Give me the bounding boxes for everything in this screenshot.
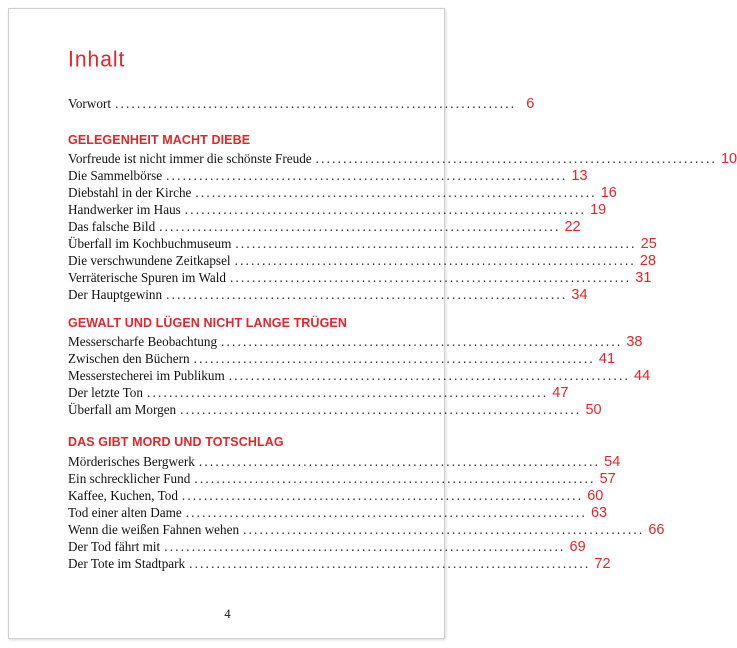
toc-entry-label: Das falsche Bild: [68, 219, 156, 234]
toc-entry-label: Der Hauptgewinn: [68, 287, 163, 302]
toc-entry-label: Der letzte Ton: [68, 385, 143, 400]
toc-entry-page: 34: [571, 287, 588, 303]
toc-entry-label: Die verschwundene Zeitkapsel: [68, 253, 231, 268]
toc-entry[interactable]: [68, 185, 617, 202]
toc-entry-page: 10: [720, 151, 737, 167]
leader-dots: .........................................................................: [195, 185, 597, 200]
toc-entry-page: 57: [599, 471, 616, 487]
leader-dots: .........................................................................: [114, 96, 517, 111]
toc-entry[interactable]: [68, 334, 643, 351]
leader-dots: .........................................................................: [221, 334, 623, 349]
toc-entry[interactable]: [68, 236, 657, 253]
leader-dots: .........................................................................: [180, 402, 582, 417]
section-heading-1: GELEGENHEIT MACHT DIEBE: [68, 133, 251, 147]
toc-entry-label: Vorwort: [68, 96, 111, 111]
toc-entry-page: 6: [526, 96, 535, 112]
leader-dots: .........................................................................: [194, 471, 596, 486]
toc-entry[interactable]: [68, 471, 616, 488]
toc-entry-page: 38: [626, 334, 643, 350]
leader-dots: .........................................................................: [234, 253, 636, 268]
leader-dots: .........................................................................: [228, 368, 631, 383]
toc-entry-page: 63: [590, 505, 608, 521]
toc-entry[interactable]: [68, 168, 588, 185]
toc-entry-vorwort[interactable]: [68, 96, 535, 113]
toc-entry-page: 72: [594, 556, 611, 572]
toc-entry[interactable]: [68, 385, 569, 402]
toc-entry[interactable]: [68, 270, 652, 287]
toc-entry-label: Handwerker im Haus: [68, 202, 181, 217]
leader-dots: .........................................................................: [181, 488, 584, 503]
toc-entry-label: Die Sammelbörse: [68, 168, 163, 183]
toc-entry-label: Tod einer alten Dame: [68, 505, 182, 520]
toc-entry-label: Der Tod fährt mit: [68, 539, 161, 554]
toc-entry[interactable]: [68, 219, 581, 236]
toc-entry[interactable]: [68, 287, 588, 304]
toc-entry-label: Wenn die weißen Fahnen wehen: [68, 522, 240, 537]
toc-title: Inhalt: [68, 47, 126, 72]
leader-dots: .........................................................................: [184, 202, 587, 217]
toc-entry-label: Überfall im Kochbuchmuseum: [68, 236, 232, 251]
toc-entry-label: Messerstecherei im Publikum: [68, 368, 225, 383]
leader-dots: .........................................................................: [147, 385, 549, 400]
toc-entry[interactable]: [68, 351, 616, 368]
toc-entry-label: Überfall am Morgen: [68, 402, 177, 417]
toc-entry-page: 16: [600, 185, 617, 201]
section-heading-2: GEWALT UND LÜGEN NICHT LANGE TRÜGEN: [68, 316, 347, 330]
toc-entry-page: 66: [648, 522, 665, 538]
toc-entry-page: 22: [564, 219, 581, 235]
toc-entry-page: 28: [639, 253, 657, 269]
section-heading-3: DAS GIBT MORD UND TOTSCHLAG: [68, 435, 284, 449]
toc-entry-label: Ein schrecklicher Fund: [68, 471, 191, 486]
toc-entry-label: Zwischen den Büchern: [68, 351, 190, 366]
leader-dots: .........................................................................: [189, 556, 591, 571]
toc-entry-page: 25: [640, 236, 657, 252]
toc-entry[interactable]: [68, 402, 602, 419]
toc-entry-label: Diebstahl in der Kirche: [68, 185, 192, 200]
toc-entry[interactable]: [68, 522, 665, 539]
toc-entry-page: 60: [587, 488, 604, 504]
leader-dots: .........................................................................: [166, 168, 568, 183]
toc-entry-label: Verräterische Spuren im Wald: [68, 270, 226, 285]
toc-entry-label: Vorfreude ist nicht immer die schönste Freude: [68, 151, 312, 166]
toc-entry[interactable]: [68, 556, 611, 573]
toc-entry-page: 44: [634, 368, 651, 384]
toc-entry[interactable]: [68, 368, 651, 385]
toc-entry[interactable]: [68, 253, 657, 270]
toc-entry-page: 41: [598, 351, 616, 367]
leader-dots: .........................................................................: [315, 151, 717, 166]
toc-entry-label: Mörderisches Bergwerk: [68, 454, 195, 469]
leader-dots: .........................................................................: [198, 454, 601, 469]
toc-entry-label: Messerscharfe Beobachtung: [68, 334, 218, 349]
toc-entry-label: Der Tote im Stadtpark: [68, 556, 186, 571]
leader-dots: .........................................................................: [164, 539, 566, 554]
toc-entry[interactable]: [68, 488, 604, 505]
toc-entry-page: 54: [604, 454, 621, 470]
leader-dots: .........................................................................: [166, 287, 568, 302]
toc-entry-page: 50: [585, 402, 602, 418]
toc-entry[interactable]: [68, 151, 737, 168]
toc-entry-page: 47: [552, 385, 569, 401]
toc-entry[interactable]: [68, 539, 586, 556]
toc-entry-page: 31: [635, 270, 652, 286]
toc-entry-page: 69: [569, 539, 586, 555]
leader-dots: .........................................................................: [185, 505, 587, 520]
toc-entry-page: 13: [571, 168, 588, 184]
leader-dots: .........................................................................: [159, 219, 561, 234]
toc-entry-label: Kaffee, Kuchen, Tod: [68, 488, 178, 503]
page-number: 4: [224, 607, 231, 621]
leader-dots: .........................................................................: [243, 522, 645, 537]
toc-entry[interactable]: [68, 454, 621, 471]
toc-entry[interactable]: [68, 202, 607, 219]
leader-dots: .........................................................................: [230, 270, 632, 285]
toc-entry[interactable]: [68, 505, 608, 522]
toc-entry-page: 19: [590, 202, 607, 218]
leader-dots: .........................................................................: [193, 351, 595, 366]
leader-dots: .........................................................................: [235, 236, 637, 251]
